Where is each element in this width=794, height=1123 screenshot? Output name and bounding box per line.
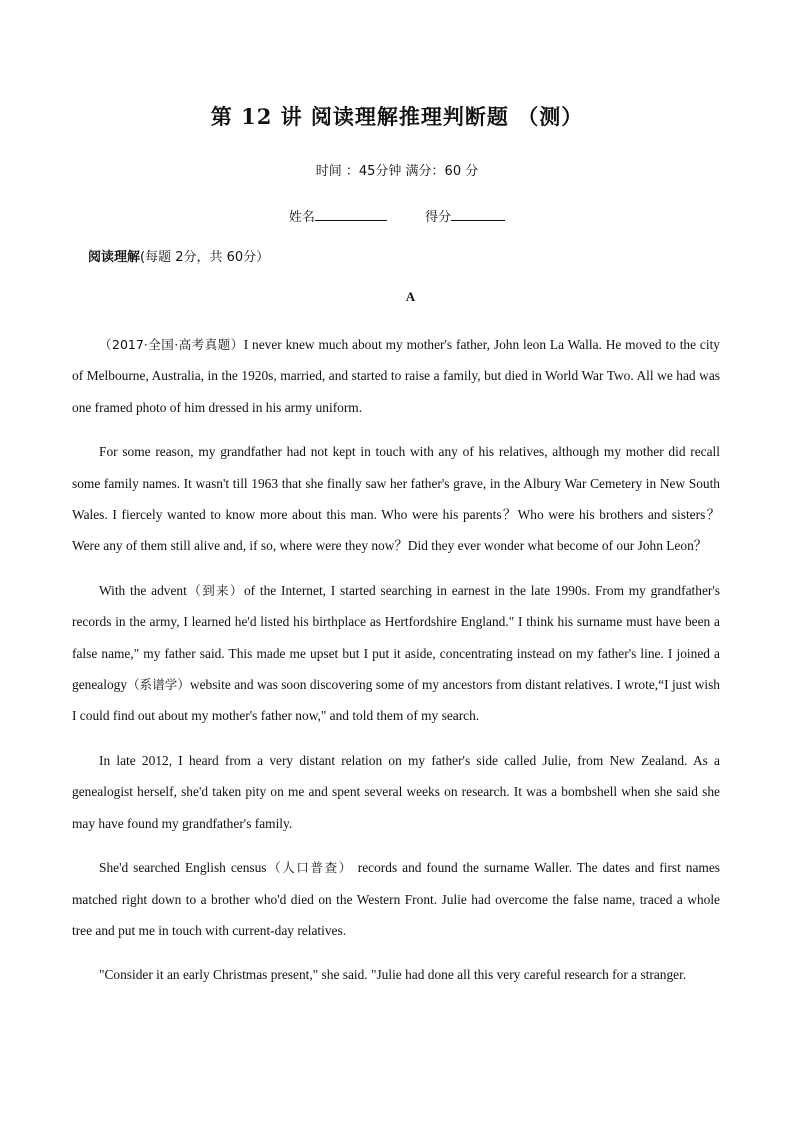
paragraph-text: She'd searched English census bbox=[99, 860, 267, 876]
paragraph-4 bbox=[72, 745, 720, 839]
section-title: 阅读理解 bbox=[88, 250, 141, 265]
paragraph-text: For some reason, my grandfather had not kept in touch with any of his relatives, although my mother did recall some family names. It wasn't till 1963 that she finally saw her father's grave, in the Albury War Cemetery in New South Wales. I fiercely wanted to know more about this man. Who were his parents？Who were his brothers and sisters？Were any of them still alive and, if so, where were they now？Did they ever wonder what become of our John Leon？ bbox=[72, 444, 720, 554]
section-heading bbox=[88, 246, 269, 265]
score-blank[interactable] bbox=[451, 208, 505, 221]
paragraph-text: records and found the surname Waller. The dates and first names matched right down to a brother who'd died on the Western Front. Julie had overcome the false name, traced a whole tree and put me in touch with current-day relatives. bbox=[72, 860, 720, 938]
gloss: （人口普查） bbox=[266, 860, 353, 876]
paragraph-1 bbox=[72, 329, 720, 423]
name-label: 姓名 bbox=[288, 210, 315, 225]
name-score-row bbox=[0, 206, 794, 225]
score-label: 得分 bbox=[425, 210, 452, 225]
time-score-info: 时间 ：45分钟 满分：60 分 bbox=[315, 164, 479, 179]
paragraph-3 bbox=[72, 575, 720, 732]
gloss: （系谱学） bbox=[127, 677, 190, 693]
paragraph-2 bbox=[72, 436, 720, 562]
paragraph-text: In late 2012, I heard from a very distant relation on my father's side called Julie, from New Zealand. As a genealogist herself, she'd taken pity on me and spent several weeks on research. It was a bombshell when she said she may have found my grandfather's family. bbox=[72, 752, 720, 831]
paragraph-text: "Consider it an early Christmas present," she said. "Julie had done all this very careful research for a stranger. bbox=[99, 967, 687, 983]
gloss: （到来） bbox=[186, 582, 244, 598]
paragraph-text: I never knew much about my mother's father, John leon La Walla. He moved to the city of Melbourne, Australia, in the 1920s, married, and started to raise a family, but died in World War Two. All we had was one framed photo of him dressed in his army uniform. bbox=[72, 337, 720, 415]
source-tag: （2017·全国·高考真题） bbox=[99, 337, 244, 352]
paragraph-5 bbox=[72, 852, 720, 946]
passage-letter: A bbox=[405, 289, 416, 304]
section-note: (每题 2分，共 60分） bbox=[140, 250, 270, 265]
paragraph-text: website and was soon discovering some of my ancestors from distant relatives. I wrote,“I just wish I could find out about my mother's father now," and told them of my search. bbox=[72, 677, 720, 724]
paragraph-text: With the advent bbox=[99, 582, 187, 598]
passage-body bbox=[72, 329, 720, 1004]
name-blank[interactable] bbox=[315, 208, 387, 221]
paragraph-text: of the Internet, I started searching in earnest in the late 1990s. From my grandfather's records in the army, I learned he'd listed his birthplace as Hertfordshire England." I think his surname must have been a false name," my father said. This made me upset but I put it aside, concentrating instead on my father's line. I joined a genealogy bbox=[72, 582, 720, 693]
paragraph-6 bbox=[72, 959, 720, 990]
page-title: 第 12 讲 阅读理解推理判断题 （测） bbox=[210, 104, 584, 129]
